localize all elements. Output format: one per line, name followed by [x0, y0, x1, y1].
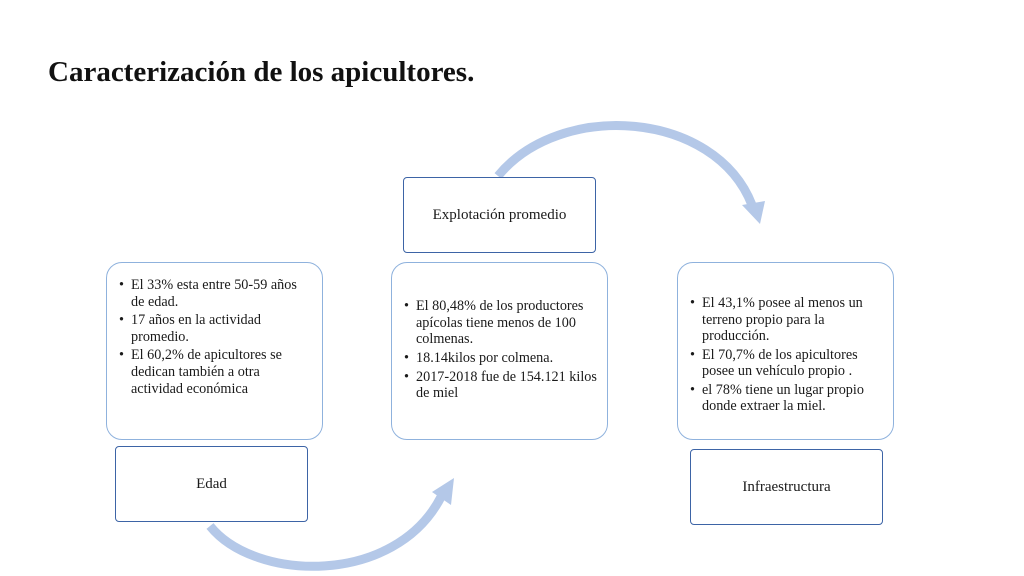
infraestructura-bullet-list — [678, 295, 893, 417]
explotacion-bullet-list — [392, 298, 607, 404]
slide-title: Caracterización de los apicultores. — [48, 56, 475, 88]
explotacion-content-box — [391, 262, 608, 440]
explotacion-label-box — [403, 177, 596, 253]
bullet-item: • El 43,1% posee al menos un terreno propio para la producción. — [702, 295, 883, 345]
bullet-item: • El 80,48% de los productores apícolas tiene menos de 100 colmenas. — [416, 298, 597, 348]
edad-label-box — [115, 446, 308, 522]
infraestructura-label-box — [690, 449, 883, 525]
explotacion-label: Explotación promedio — [432, 206, 567, 223]
bullet-item: • El 33% esta entre 50-59 años de edad. — [131, 277, 312, 310]
edad-label: Edad — [196, 475, 227, 492]
bullet-item: • 2017-2018 fue de 154.121 kilos de miel — [416, 369, 597, 402]
bullet-item: • El 60,2% de apicultores se dedican también a otra actividad económica — [131, 347, 312, 397]
bullet-item: • 17 años en la actividad promedio. — [131, 312, 312, 345]
edad-content-box — [106, 262, 323, 440]
bullet-item: • el 78% tiene un lugar propio donde extraer la miel. — [702, 382, 883, 415]
infraestructura-label: Infraestructura — [742, 478, 831, 495]
bullet-item: • 18.14kilos por colmena. — [416, 350, 597, 367]
arrowhead-top — [742, 201, 765, 224]
infraestructura-content-box — [677, 262, 894, 440]
edad-bullet-list — [107, 277, 322, 399]
bullet-item: • El 70,7% de los apicultores posee un vehículo propio . — [702, 347, 883, 380]
